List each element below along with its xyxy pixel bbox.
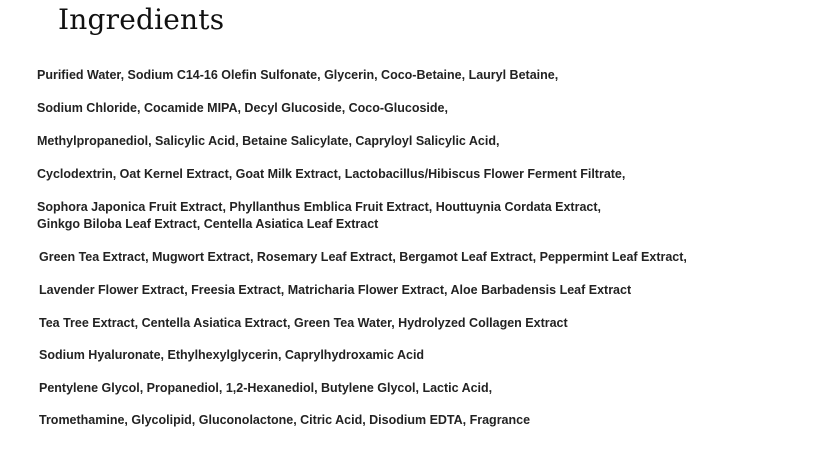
ingredient-line-part: Sophora Japonica Fruit Extract, Phyllanthus Emblica Fruit Extract, Houttuynia Cordata Extract, bbox=[37, 200, 602, 214]
ingredient-line: Pentylene Glycol, Propanediol, 1,2-Hexanediol, Butylene Glycol, Lactic Acid, bbox=[39, 381, 493, 395]
ingredient-line bbox=[37, 199, 601, 233]
ingredient-line: Lavender Flower Extract, Freesia Extract, Matricharia Flower Extract, Aloe Barbadensis Leaf Extract bbox=[39, 283, 632, 297]
ingredient-line-part: Ginkgo Biloba Leaf Extract, Centella Asiatica Leaf Extract bbox=[37, 217, 379, 231]
ingredient-line: Tea Tree Extract, Centella Asiatica Extract, Green Tea Water, Hydrolyzed Collagen Extract bbox=[39, 316, 568, 330]
ingredient-line: Green Tea Extract, Mugwort Extract, Rosemary Leaf Extract, Bergamot Leaf Extract, Peppermint Leaf Extract, bbox=[39, 250, 687, 264]
ingredient-line: Purified Water, Sodium C14-16 Olefin Sulfonate, Glycerin, Coco-Betaine, Lauryl Betaine, bbox=[37, 68, 559, 82]
ingredient-line: Sodium Hyaluronate, Ethylhexylglycerin, Caprylhydroxamic Acid bbox=[39, 348, 425, 362]
page-title: Ingredients bbox=[58, 3, 225, 36]
ingredient-line: Sodium Chloride, Cocamide MIPA, Decyl Glucoside, Coco-Glucoside, bbox=[37, 101, 448, 115]
ingredient-line: Methylpropanediol, Salicylic Acid, Betaine Salicylate, Capryloyl Salicylic Acid, bbox=[37, 134, 500, 148]
ingredient-line: Tromethamine, Glycolipid, Gluconolactone, Citric Acid, Disodium EDTA, Fragrance bbox=[39, 413, 531, 427]
ingredient-line: Cyclodextrin, Oat Kernel Extract, Goat Milk Extract, Lactobacillus/Hibiscus Flower Ferment Filtrate, bbox=[37, 167, 626, 181]
